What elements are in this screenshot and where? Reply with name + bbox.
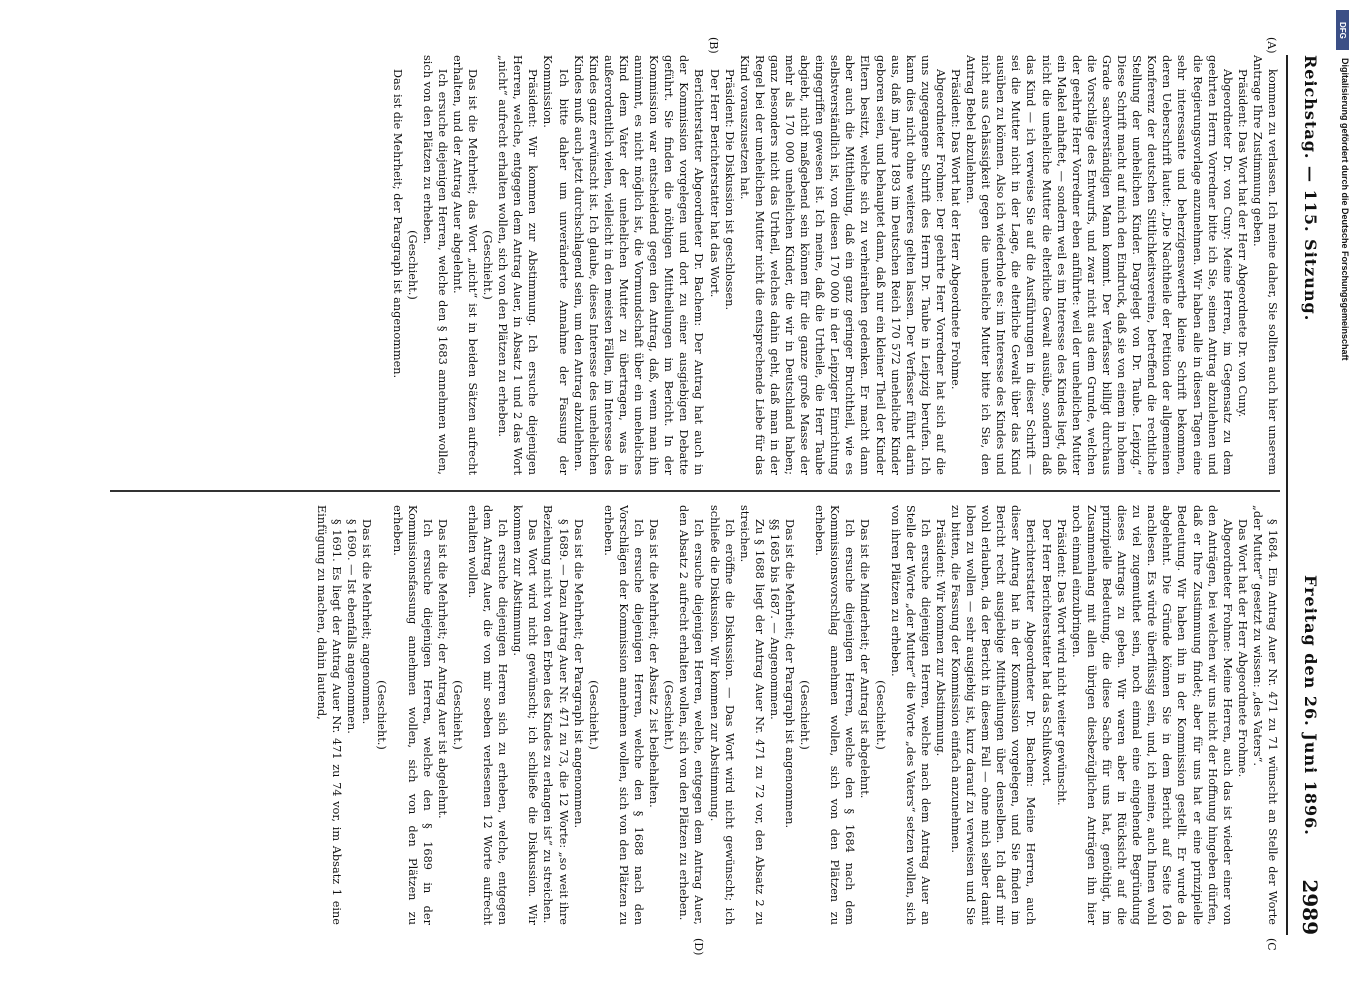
paragraph: Das ist die Mehrheit; angenommen. [360,519,374,725]
paragraph: Ich ersuche diejenigen Herren, welche den § 1684 nach dem Kommissionsvorschlag annehmen wollen, sich von den Plätzen zu erheben. [813,505,857,925]
paragraph: Präsident: Das Wort hat der Herr Abgeordnete Dr. von Cuny. [1235,69,1249,418]
paragraph: Ich ersuche diejenigen Herren, welche den § 1689 in der Kommissionsfassung annehmen wollen, sich von den Plätzen zu erheben. [390,505,434,925]
paragraph: Ich eröffne die Diskussion. — Das Wort wird nicht gewünscht; ich schließe die Diskussion. Wir kommen zur Abstimmung. [707,505,736,925]
header-left: Reichstag. — 115. Sitzung. [1301,55,1320,322]
paragraph: Ich ersuche diejenigen Herren, welche den § 1688 nach den Vorschlägen der Kommission annehmen wollen, sich von den Plätzen zu erheben. [601,505,646,925]
paragraph: (Geschieht.) [375,680,389,750]
paragraph: Präsident: Das Wort hat der Herr Abgeordnete Frohme. [949,69,963,390]
paragraph: Berichterstatter Abgeordneter Dr. Bachem: Der Antrag hat auch in der Kommission vorgelegen und dort zu einer ausgiebigen Debatte geführt. Sie finden die nöthigen Mittheilungen im Bericht. In der Kommission war entscheidend gegen den Antrag, daß, wenn man ihn annimmt, es nicht möglich ist, die Vormundschaft über ein uneheliches Kind dem Vater der unehelichen Mutter zu übertragen, was in außerordentlich vielen, vielleicht in den meisten Fällen, im Interesse des Kindes ganz erwünscht ist. Ich glaube, dieses Interesse des unehelichen Kindes muß auch jetzt durchschlagend sein, um den Antrag abzulehnen. [571,55,706,475]
header-rule [1286,55,1288,935]
right-column [100,505,1280,925]
digitization-sidebar [1336,10,1352,990]
paragraph: Das ist die Minderheit; der Antrag ist abgelehnt. [858,519,872,799]
digitization-credit: Digitalisierung gefördert durch die Deutsche Forschungsgemeinschaft [1340,58,1350,361]
paragraph: Zu § 1688 liegt der Antrag Auer Nr. 471 zu 72 vor, den Absatz 2 zu streichen. [737,505,766,925]
paragraph: Präsident: Wir kommen zur Abstimmung. [933,519,947,757]
paragraph: Ich bitte daher um unveränderte Annahme der Fassung der Kommission. [541,55,570,475]
margin-marker-d: (D) [692,938,705,956]
paragraph: Das Wort hat der Herr Abgeordnete Frohme. [1235,519,1249,778]
paragraph: (Geschieht.) [586,680,600,750]
paragraph: Ich ersuche diejenigen Herren, welche den § 1683 annehmen wollen, sich von den Plätzen zu erheben. [420,55,449,475]
paragraph: §§ 1685 bis 1687. — Angenommen. [767,519,781,720]
paragraph: Das ist die Mehrheit; der Antrag Auer ist abgelehnt. [435,519,449,819]
paragraph: Das ist die Mehrheit; der Absatz 2 ist beibehalten. [647,519,661,808]
paragraph: (Geschieht.) [481,230,495,300]
column-separator [110,490,1280,492]
paragraph: (Geschieht.) [873,680,887,750]
paragraph: § 1684. Ein Antrag Auer Nr. 471 zu 71 wünscht an Stelle der Worte „der Mutter“ gesetzt zu wissen: „des Vaters“. [1250,505,1279,925]
paragraph: Ich ersuche diejenigen Herren sich zu erheben, welche, entgegen dem Antrag Auer, die von mir soeben verlesenen 12 Worte aufrecht erhalten wollen. [466,505,510,925]
paragraph: Das ist die Mehrheit; das Wort „nicht“ ist in beiden Sätzen aufrecht erhalten, und der Antrag Auer abgelehnt. [450,55,480,475]
paragraph: Der Herr Berichterstatter hat das Wort. [707,69,721,298]
paragraph: Ich ersuche diejenigen Herren, welche nach dem Antrag Auer an Stelle der Worte „der Mutter“ die Worte „des Vaters“ setzen wollen, sich von ihren Plätzen zu erheben. [888,505,932,925]
running-header [1290,55,1330,935]
page-number: 2989 [1298,879,1322,935]
paragraph: Das Wort wird nicht gewünscht; ich schließe die Diskussion. Wir kommen zur Abstimmung. [511,505,540,925]
paragraph: Präsident: Die Diskussion ist geschlossen. [722,69,736,311]
paragraph: Der Herr Berichterstatter hat das Schlußwort. [1039,519,1053,786]
paragraph: Das ist die Mehrheit; der Paragraph ist angenommen. [783,519,796,829]
paragraph: Abgeordneter Frohme: Meine Herren, auch das ist wieder einer von den Anträgen, bei welchen wir uns nicht der Hoffnung hingeben dürfen, daß er Ihre Zustimmung findet; aber für uns hat er eine prinzipielle Bedeutung. Wir haben ihn in der Kommission gestellt. Er wurde da abgelehnt. Die Gründe können Sie in dem Bericht auf Seite 160 nachlesen. Es würde überflüssig sein, und, ich meine, auch Ihnen wohl zu viel zugemuthet sein, noch einmal eine eingehende Begründung dieses Antrags zu geben. Wir waren aber in Rücksicht auf die prinzipielle Bedeutung, die diese Sache für uns hat, genöthigt, im Zusammenhang mit allen übrigen diesbezüglichen Anträgen ihn hier noch einmal einzubringen. [1069,505,1234,925]
paragraph: § 1690. — Ist ebenfalls angenommen. [345,519,359,734]
margin-marker-c: (C [1265,938,1278,951]
rotated-page-content [90,37,1330,956]
paragraph: (Geschieht.) [662,680,676,750]
paragraph: Das ist die Mehrheit; der Paragraph ist angenommen. [571,519,585,829]
paragraph: § 1689. — Dazu Antrag Auer Nr. 471 zu 73, die 12 Worte: „so weit ihre Beziehung nicht von den Erben des Kindes zu erlangen ist“ zu streichen. [541,505,570,925]
margin-marker-a: (A) [1265,37,1278,54]
paragraph: § 1691. Es liegt der Antrag Auer Nr. 471 zu 74 vor, im Absatz 1 eine Einfügung zu machen, dahin lautend, [315,505,344,925]
paragraph: Präsident: Das Wort wird nicht weiter gewünscht. [1054,519,1068,806]
paragraph: (Geschieht.) [405,230,419,300]
margin-marker-b: (B) [707,37,720,54]
paragraph: Das ist die Mehrheit; der Paragraph ist angenommen. [390,69,404,379]
paragraph: Präsident: Wir kommen zur Abstimmung. Ich ersuche diejenigen Herren, welche, entgegen dem Antrag Auer, in Absatz 1 und 2 das Wort „nicht“ aufrecht erhalten wollen, sich von den Plätzen zu erheben. [496,55,540,475]
header-date: Freitag den 26. Juni 1896. [1301,575,1320,836]
paragraph: Berichterstatter Abgeordneter Dr. Bachem: Meine Herren, auch dieser Antrag hat in der Kommission vorgelegen, und Sie finden im Bericht recht ausgiebige Mittheilungen über denselben. Ich darf mir wohl erlauben, da der Bericht in diesem Fall — ohne mich selber damit loben zu wollen — sehr ausgiebig ist, kurz darauf zu verweisen und Sie zu bitten, die Fassung der Kommission einfach anzunehmen. [949,505,1038,925]
paragraph: (Geschieht.) [798,680,812,750]
paragraph: Ich ersuche diejenigen Herren, welche, entgegen dem Antrag Auer, den Absatz 2 aufrecht erhalten wollen, sich von den Plätzen zu erheben. [677,505,706,925]
paragraph: Abgeordneter Frohme: Der geehrte Herr Vorredner hat sich auf die uns zugegangene Schrift des Herrn Dr. Taube in Leipzig berufen. Ich kann dies nicht ohne weiteres gelten lassen. Der Verfasser führt darin aus, daß im Jahre 1893 im Deutschen Reich 170 572 uneheliche Kinder geboren seien, und behauptet dann, daß nur ein kleiner Theil der Kinder Eltern besitzt, welche sich zu verheirathen gedenken. Er macht dann aber auch die Mittheilung, daß ein ganz geringer Bruchtheil, wie es selbstverständlich ist, von diesen 170 000 in der Leipziger Einrichtung eingegriffen gewesen ist. Ich meine, daß die Urtheile, die Herr Taube abgiebt, nicht maßgebend sein können für die ganze große Masse der mehr als 170 000 unehelichen Kinder, die wir in Deutschland haben; ganz besonders nicht das Urtheil, welches dahin geht, daß man in der Regel bei der unehelichen Mutter nicht die entsprechende Liebe für das Kind vorauszusetzen hat. [737,55,947,475]
left-column [100,55,1280,475]
paragraph: (Geschieht.) [450,680,464,750]
paragraph: Abgeordneter Dr. von Cuny: Meine Herren, im Gegensatz zu dem geehrten Herrn Vorredner bitte ich Sie, seinen Antrag abzulehnen und die Regierungsvorlage anzunehmen. Wir haben alle in diesen Tagen eine sehr interessante und beherzigenswerthe kleine Schrift bekommen, deren Ueberschrift lautet: „Die Nachtheile der Petition der allgemeinen Konferenz der deutschen Sittlichkeitsvereine, betreffend die rechtliche Stellung der unehelichen Kinder. Dargelegt von Dr. Taube. Leipzig.“ Diese Schrift macht auf mich den Eindruck, daß sie von einem in hohem Grade sachverständigen Mann kommt. Der Verfasser billigt durchaus die Vorschläge des Entwurfs, und zwar nicht aus dem Grunde, welchen der geehrte Herr Vorredner eben anführte: weil der unehelichen Mutter ein Makel anhaftet, — sondern weil es im Interesse des Kindes liegt, daß nicht die uneheliche Mutter die elterliche Gewalt ausübe, sondern daß das Kind — ich verweise Sie auf die Ausführungen in dieser Schrift — sei die Mutter nicht in der Lage, die elterliche Gewalt über das Kind ausüben zu können. Also ich wiederhole es: im Interesse des Kindes und nicht aus Gehässigkeit gegen die uneheliche Mutter bitte ich Sie, den Antrag Bebel abzulehnen. [964,55,1234,475]
dfg-logo: DFG [1336,10,1349,50]
paragraph: kommen zu verlassen. Ich meine daher, Sie sollten auch hier unserem Antrage Ihre Zustimmung geben. [1250,55,1279,475]
